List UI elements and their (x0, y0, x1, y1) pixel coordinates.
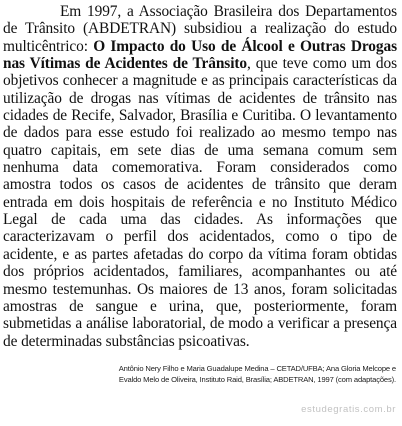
article-intro: Em 1997, a Associação Brasileira dos Departamentos de Trânsito (ABDETRAN) subsidiou a realização do estudo multicêntrico: (3, 3, 397, 55)
article-text (3, 3, 397, 350)
study-title: O Impacto do Uso de Álcool e Outras Drogas nas Vítimas de Acidentes de Trânsito (3, 37, 397, 73)
source-line-2: Evaldo Melo de Oliveira, Instituto Raid, Brasília; ABDETRAN, 1997 (com adaptações). (118, 375, 396, 384)
article-paragraph (3, 3, 397, 350)
watermark: estudegratis.com.br (301, 404, 396, 415)
article-body: , que teve como um dos objetivos conhecer a magnitude e as principais características da utilização de drogas nas vítimas de acidentes de trânsito nas cidades de Recife, Salvador, Brasília e Curitiba. O levantamento de dados para esse estudo foi realizado ao mesmo tempo nas quatro capitais, em sete dias de uma semana comum sem nenhuma data comemorativa. Foram considerados como amostra todos os casos de acidentes de trânsito que deram entrada em dois hospitais de referência e no Instituto Médico Legal de cada uma das cidades. As informações que caracterizavam o perfil dos acidentados, como o tipo de acidente, e as partes afetadas do corpo da vítima foram obtidas dos próprios acidentados, familiares, acompanhantes ou até mesmo testemunhas. Os maiores de 13 anos, foram solicitadas amostras de sangue e urina, que, posteriormente, foram submetidas a análise laboratorial, de modo a verificar a presença de determinadas substâncias psicoativas. (3, 55, 398, 350)
source-line-1: Antônio Nery Filho e Maria Guadalupe Medina – CETAD/UFBA; Ana Gloria Melcope e (118, 364, 396, 373)
source-citation (12, 363, 396, 385)
